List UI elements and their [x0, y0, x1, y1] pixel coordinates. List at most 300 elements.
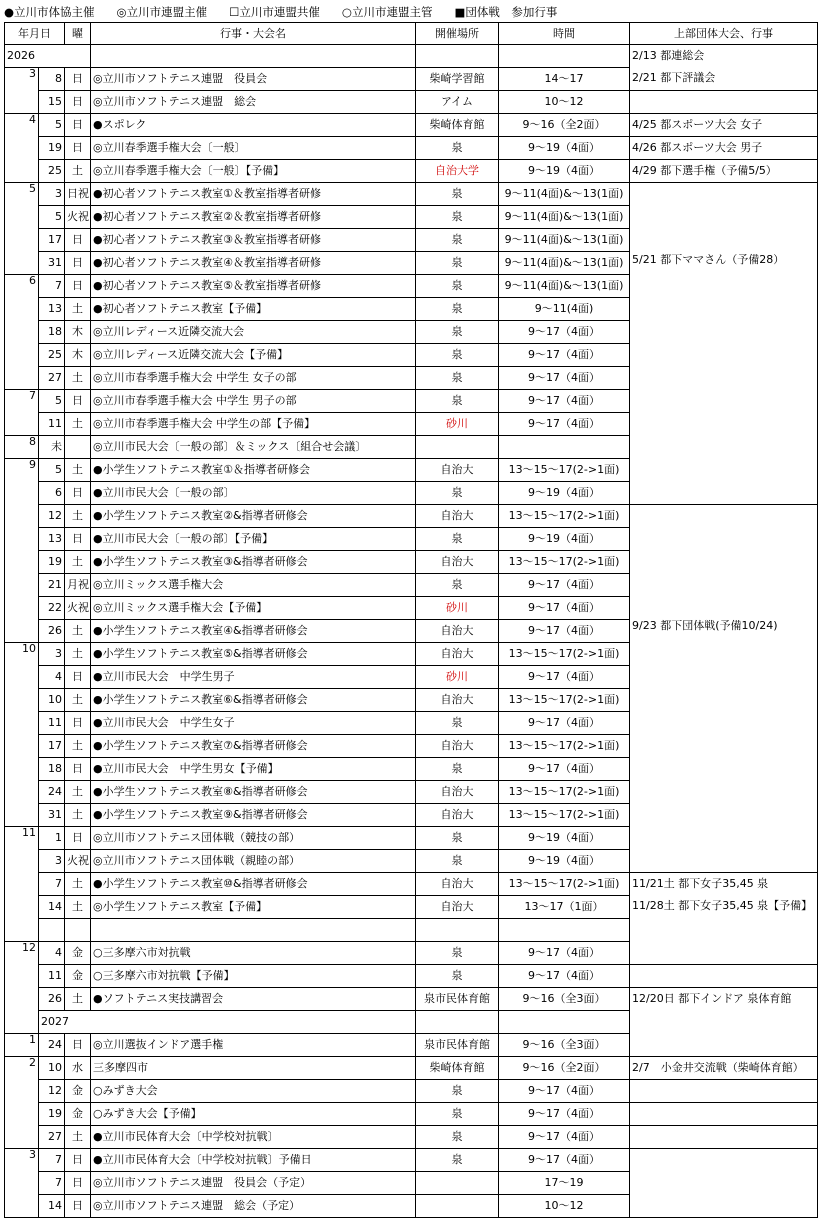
- time-cell: 9～16（全2面）: [499, 1057, 630, 1080]
- venue-cell: 泉: [416, 1080, 499, 1103]
- upper-event-text: [632, 791, 815, 813]
- event-cell: ●小学生ソフトテニス教室②&指導者研修会: [91, 505, 416, 528]
- event-cell: ●立川市民大会〔一般の部〕【予備】: [91, 528, 416, 551]
- time-cell: 13～15～17(2->1面): [499, 551, 630, 574]
- venue-cell: 砂川: [416, 413, 499, 436]
- year-cell: 2026: [5, 45, 91, 68]
- venue-cell: 泉: [416, 827, 499, 850]
- upper-event-text: 12/20日 都下インドア 泉体育館: [632, 992, 792, 1005]
- month-cell: 6: [5, 275, 39, 390]
- day-cell: 19: [39, 1103, 65, 1126]
- event-cell: ◎立川市ソフトテニス連盟 総会: [91, 91, 416, 114]
- event-cell: ◎立川ミックス選手権大会: [91, 574, 416, 597]
- upper-event-text: [632, 917, 815, 939]
- venue-cell: 泉: [416, 390, 499, 413]
- upper-event-cell: [630, 988, 818, 1057]
- upper-event-text: [632, 425, 815, 447]
- dow-cell: 日祝: [65, 183, 91, 206]
- event-cell: ●初心者ソフトテニス教室②＆教室指導者研修: [91, 206, 416, 229]
- event-cell: [91, 919, 416, 942]
- header-dow: 曜: [65, 23, 91, 45]
- upper-event-text: [632, 1193, 815, 1215]
- day-cell: 7: [39, 1172, 65, 1195]
- event-cell: ●小学生ソフトテニス教室⑧&指導者研修会: [91, 781, 416, 804]
- dow-cell: 日: [65, 758, 91, 781]
- day-cell: 21: [39, 574, 65, 597]
- event-cell: ●立川市民大会〔一般の部〕: [91, 482, 416, 505]
- upper-event-text: [632, 381, 815, 403]
- upper-event-text: [632, 183, 815, 205]
- day-cell: 4: [39, 666, 65, 689]
- dow-cell: 土: [65, 298, 91, 321]
- upper-event-cell: 4/29 都下選手権（予備5/5）: [630, 160, 818, 183]
- table-row: [5, 1080, 818, 1103]
- venue-cell: [416, 1195, 499, 1218]
- day-cell: [39, 919, 65, 942]
- day-cell: 10: [39, 689, 65, 712]
- dow-cell: 日: [65, 252, 91, 275]
- venue-cell: 自治大: [416, 459, 499, 482]
- day-cell: 5: [39, 390, 65, 413]
- time-cell: 13～15～17(2->1面): [499, 689, 630, 712]
- upper-event-text: 2/13 都連総会: [632, 49, 705, 62]
- event-cell: ●初心者ソフトテニス教室【予備】: [91, 298, 416, 321]
- event-cell: [91, 45, 416, 68]
- venue-cell: 自治大: [416, 781, 499, 804]
- upper-event-text: [632, 747, 815, 769]
- event-cell: ○三多摩六市対抗戦: [91, 942, 416, 965]
- venue-cell: 柴崎学習館: [416, 68, 499, 91]
- dow-cell: 日: [65, 712, 91, 735]
- venue-cell: 泉: [416, 942, 499, 965]
- dow-cell: 土: [65, 689, 91, 712]
- time-cell: 9～17（4面）: [499, 413, 630, 436]
- table-row: [5, 45, 818, 68]
- table-row: [5, 1103, 818, 1126]
- time-cell: 13～15～17(2->1面): [499, 804, 630, 827]
- upper-event-cell: [630, 183, 818, 505]
- venue-cell: 自治大: [416, 896, 499, 919]
- day-cell: 6: [39, 482, 65, 505]
- header-time: 時間: [499, 23, 630, 45]
- time-cell: 13～15～17(2->1面): [499, 459, 630, 482]
- event-cell: ●スポレク: [91, 114, 416, 137]
- time-cell: 13～15～17(2->1面): [499, 781, 630, 804]
- upper-event-cell: 4/25 都スポーツ大会 女子: [630, 114, 818, 137]
- event-cell: ◎立川レディース近隣交流大会【予備】: [91, 344, 416, 367]
- upper-event-text: [632, 337, 815, 359]
- event-cell: ◎立川市春季選手権大会 中学生 女子の部: [91, 367, 416, 390]
- table-row: [5, 988, 818, 1011]
- venue-cell: 砂川: [416, 597, 499, 620]
- table-row: [5, 1149, 818, 1172]
- event-cell: ○三多摩六市対抗戦【予備】: [91, 965, 416, 988]
- day-cell: 11: [39, 965, 65, 988]
- day-cell: 18: [39, 321, 65, 344]
- dow-cell: 日: [65, 275, 91, 298]
- day-cell: 17: [39, 735, 65, 758]
- upper-event-cell: [630, 1126, 818, 1149]
- day-cell: 11: [39, 712, 65, 735]
- day-cell: 4: [39, 942, 65, 965]
- month-cell: 4: [5, 114, 39, 183]
- venue-cell: 泉: [416, 252, 499, 275]
- venue-cell: [416, 919, 499, 942]
- time-cell: 9～19（4面）: [499, 482, 630, 505]
- header-event: 行事・大会名: [91, 23, 416, 45]
- day-cell: 7: [39, 275, 65, 298]
- upper-event-text: [632, 403, 815, 425]
- time-cell: 9～17（4面）: [499, 965, 630, 988]
- event-cell: ●立川市民大会 中学生男女【予備】: [91, 758, 416, 781]
- day-cell: 11: [39, 413, 65, 436]
- header-date: 年月日: [5, 23, 65, 45]
- event-cell: ◎立川市ソフトテニス連盟 役員会: [91, 68, 416, 91]
- venue-cell: 泉市民体育館: [416, 988, 499, 1011]
- upper-event-cell: [630, 873, 818, 965]
- event-cell: ◎立川春季選手権大会〔一般〕【予備】: [91, 160, 416, 183]
- upper-event-text: [632, 1032, 815, 1054]
- dow-cell: 日: [65, 68, 91, 91]
- time-cell: 9～17（4面）: [499, 942, 630, 965]
- upper-event-text: [632, 205, 815, 227]
- legend-item: ◎立川市連盟主催: [116, 5, 208, 19]
- upper-event-text: [632, 813, 815, 835]
- dow-cell: 土: [65, 873, 91, 896]
- time-cell: 9～17（4面）: [499, 390, 630, 413]
- time-cell: 9～17（4面）: [499, 1126, 630, 1149]
- dow-cell: 土: [65, 1126, 91, 1149]
- legend-item: ■団体戦 参加行事: [454, 5, 558, 19]
- event-cell: ◎立川市ソフトテニス連盟 総会（予定）: [91, 1195, 416, 1218]
- upper-event-text: [632, 527, 815, 549]
- day-cell: 未: [39, 436, 65, 459]
- event-cell: ●初心者ソフトテニス教室③＆教室指導者研修: [91, 229, 416, 252]
- time-cell: 9～11(4面)&～13(1面): [499, 275, 630, 298]
- event-cell: ●立川市民大会 中学生女子: [91, 712, 416, 735]
- time-cell: 9～17（4面）: [499, 574, 630, 597]
- venue-cell: 泉: [416, 758, 499, 781]
- event-cell: ●ソフトテニス実技講習会: [91, 988, 416, 1011]
- dow-cell: 土: [65, 505, 91, 528]
- upper-event-text: [632, 505, 815, 527]
- dow-cell: 土: [65, 781, 91, 804]
- table-row: [5, 183, 818, 206]
- time-cell: [499, 436, 630, 459]
- dow-cell: 土: [65, 620, 91, 643]
- upper-event-text: [632, 1171, 815, 1193]
- upper-event-text: [632, 725, 815, 747]
- dow-cell: 土: [65, 804, 91, 827]
- event-cell: ◎小学生ソフトテニス教室【予備】: [91, 896, 416, 919]
- time-cell: 10～12: [499, 1195, 630, 1218]
- venue-cell: 泉: [416, 321, 499, 344]
- upper-event-text: 2/21 都下評議会: [632, 71, 716, 84]
- day-cell: 25: [39, 160, 65, 183]
- month-cell: 11: [5, 827, 39, 942]
- table-row: [5, 137, 818, 160]
- day-cell: 8: [39, 68, 65, 91]
- day-cell: 5: [39, 114, 65, 137]
- upper-event-text: [632, 315, 815, 337]
- year-cell: 2027: [39, 1011, 416, 1034]
- venue-cell: 自治大: [416, 643, 499, 666]
- venue-cell: 自治大: [416, 873, 499, 896]
- dow-cell: 日: [65, 137, 91, 160]
- upper-event-cell: 2/7 小金井交流戦（柴崎体育館）: [630, 1057, 818, 1080]
- upper-event-text: 9/23 都下団体戦(予備10/24): [632, 619, 778, 632]
- month-cell: 1: [5, 1034, 39, 1057]
- upper-event-cell: [630, 1149, 818, 1218]
- dow-cell: 土: [65, 643, 91, 666]
- venue-cell: 泉: [416, 183, 499, 206]
- upper-event-text: [632, 659, 815, 681]
- day-cell: 5: [39, 206, 65, 229]
- time-cell: 9～11(4面)&～13(1面): [499, 229, 630, 252]
- time-cell: 9～16（全2面）: [499, 114, 630, 137]
- event-cell: ◎立川ミックス選手権大会【予備】: [91, 597, 416, 620]
- upper-event-text: 11/21土 都下女子35,45 泉: [632, 877, 769, 890]
- time-cell: 9～17（4面）: [499, 620, 630, 643]
- upper-event-text: [632, 359, 815, 381]
- upper-event-cell: [630, 45, 818, 91]
- time-cell: 9～19（4面）: [499, 528, 630, 551]
- time-cell: 9～16（全3面）: [499, 988, 630, 1011]
- dow-cell: 土: [65, 459, 91, 482]
- day-cell: 1: [39, 827, 65, 850]
- day-cell: 22: [39, 597, 65, 620]
- event-cell: 三多摩四市: [91, 1057, 416, 1080]
- venue-cell: 泉: [416, 137, 499, 160]
- event-cell: ●小学生ソフトテニス教室③&指導者研修会: [91, 551, 416, 574]
- time-cell: 9～17（4面）: [499, 321, 630, 344]
- upper-event-text: [632, 593, 815, 615]
- venue-cell: [499, 1011, 630, 1034]
- event-cell: ●立川市民体育大会〔中学校対抗戦〕予備日: [91, 1149, 416, 1172]
- upper-event-cell: [630, 1103, 818, 1126]
- dow-cell: 水: [65, 1057, 91, 1080]
- time-cell: 9～17（4面）: [499, 367, 630, 390]
- venue-cell: 泉: [416, 229, 499, 252]
- dow-cell: 金: [65, 965, 91, 988]
- venue-cell: 泉: [416, 206, 499, 229]
- month-cell: 10: [5, 643, 39, 827]
- upper-event-text: [632, 1010, 815, 1032]
- upper-event-text: [632, 637, 815, 659]
- dow-cell: 金: [65, 1103, 91, 1126]
- month-cell: 8: [5, 436, 39, 459]
- venue-cell: 泉: [416, 850, 499, 873]
- time-cell: 9～17（4面）: [499, 666, 630, 689]
- month-cell: 2: [5, 1057, 39, 1149]
- day-cell: 12: [39, 505, 65, 528]
- time-cell: 9～11(4面)&～13(1面): [499, 252, 630, 275]
- dow-cell: 土: [65, 735, 91, 758]
- dow-cell: 木: [65, 344, 91, 367]
- upper-event-text: [632, 571, 815, 593]
- upper-event-text: [632, 271, 815, 293]
- day-cell: 31: [39, 252, 65, 275]
- table-row: [5, 114, 818, 137]
- upper-event-text: [632, 469, 815, 491]
- event-cell: ◎立川春季選手権大会〔一般〕: [91, 137, 416, 160]
- day-cell: 7: [39, 1149, 65, 1172]
- event-cell: ●初心者ソフトテニス教室①＆教室指導者研修: [91, 183, 416, 206]
- dow-cell: 木: [65, 321, 91, 344]
- upper-event-text: [632, 549, 815, 571]
- venue-cell: 自治大: [416, 735, 499, 758]
- time-cell: 9～17（4面）: [499, 712, 630, 735]
- day-cell: 12: [39, 1080, 65, 1103]
- month-cell: 12: [5, 942, 39, 1034]
- dow-cell: 日: [65, 528, 91, 551]
- event-cell: ○みずき大会: [91, 1080, 416, 1103]
- dow-cell: 日: [65, 666, 91, 689]
- venue-cell: 自治大: [416, 551, 499, 574]
- event-cell: ◎立川市春季選手権大会 中学生の部【予備】: [91, 413, 416, 436]
- time-cell: 10～12: [499, 91, 630, 114]
- time-cell: 9～17（4面）: [499, 1103, 630, 1126]
- time-cell: 9～11(4面)&～13(1面): [499, 206, 630, 229]
- dow-cell: [65, 436, 91, 459]
- day-cell: 15: [39, 91, 65, 114]
- table-row: [5, 965, 818, 988]
- venue-cell: 泉: [416, 344, 499, 367]
- dow-cell: 火祝: [65, 206, 91, 229]
- dow-cell: 金: [65, 1080, 91, 1103]
- dow-cell: 土: [65, 367, 91, 390]
- upper-event-text: [632, 939, 815, 961]
- venue-cell: [416, 436, 499, 459]
- day-cell: 19: [39, 551, 65, 574]
- dow-cell: 日: [65, 827, 91, 850]
- time-cell: 13～15～17(2->1面): [499, 505, 630, 528]
- venue-cell: 泉: [416, 482, 499, 505]
- dow-cell: [65, 919, 91, 942]
- table-row: [5, 505, 818, 528]
- table-row: [5, 1126, 818, 1149]
- venue-cell: 泉: [416, 1149, 499, 1172]
- event-cell: ◎立川市ソフトテニス団体戦（親睦の部）: [91, 850, 416, 873]
- venue-cell: 柴崎体育館: [416, 114, 499, 137]
- time-cell: 9～17（4面）: [499, 1149, 630, 1172]
- time-cell: 9～17（4面）: [499, 758, 630, 781]
- event-cell: ◎立川市春季選手権大会 中学生 男子の部: [91, 390, 416, 413]
- dow-cell: 日: [65, 1149, 91, 1172]
- venue-cell: 自治大学: [416, 160, 499, 183]
- time-cell: 9～19（4面）: [499, 827, 630, 850]
- upper-event-text: [632, 1149, 815, 1171]
- event-cell: ●初心者ソフトテニス教室④＆教室指導者研修: [91, 252, 416, 275]
- event-cell: ●小学生ソフトテニス教室④&指導者研修会: [91, 620, 416, 643]
- time-cell: 13～15～17(2->1面): [499, 643, 630, 666]
- time-cell: 9～17（4面）: [499, 1080, 630, 1103]
- upper-event-text: [632, 681, 815, 703]
- time-cell: 9～11(4面): [499, 298, 630, 321]
- event-cell: ●立川市民大会 中学生男子: [91, 666, 416, 689]
- venue-cell: 泉: [416, 367, 499, 390]
- dow-cell: 土: [65, 413, 91, 436]
- dow-cell: 日: [65, 1172, 91, 1195]
- dow-cell: 火祝: [65, 597, 91, 620]
- time-cell: [499, 45, 630, 68]
- venue-cell: [416, 45, 499, 68]
- day-cell: 26: [39, 988, 65, 1011]
- legend-item: ●立川市体協主催: [4, 5, 95, 19]
- venue-cell: 泉: [416, 528, 499, 551]
- day-cell: 19: [39, 137, 65, 160]
- event-cell: ●小学生ソフトテニス教室⑨&指導者研修会: [91, 804, 416, 827]
- event-cell: ◎立川レディース近隣交流大会: [91, 321, 416, 344]
- day-cell: 24: [39, 781, 65, 804]
- time-cell: 9～19（4面）: [499, 850, 630, 873]
- legend-item: ☐立川市連盟共催: [229, 5, 320, 19]
- schedule-table: [4, 22, 818, 1218]
- dow-cell: 月祝: [65, 574, 91, 597]
- dow-cell: 日: [65, 229, 91, 252]
- header-upper: 上部団体大会、行事: [630, 23, 818, 45]
- upper-event-cell: 4/26 都スポーツ大会 男子: [630, 137, 818, 160]
- table-row: [5, 160, 818, 183]
- day-cell: 14: [39, 1195, 65, 1218]
- day-cell: 3: [39, 183, 65, 206]
- venue-cell: 泉市民体育館: [416, 1034, 499, 1057]
- upper-event-text: [632, 769, 815, 791]
- dow-cell: 火祝: [65, 850, 91, 873]
- dow-cell: 金: [65, 942, 91, 965]
- event-cell: ◎立川市民大会〔一般の部〕＆ミックス〔組合せ会議〕: [91, 436, 416, 459]
- month-cell: 3: [5, 68, 39, 114]
- venue-cell: 泉: [416, 574, 499, 597]
- table-row: [5, 91, 818, 114]
- day-cell: 3: [39, 643, 65, 666]
- time-cell: 9～19（4面）: [499, 160, 630, 183]
- table-row: [5, 873, 818, 896]
- day-cell: 13: [39, 298, 65, 321]
- upper-event-text: [632, 703, 815, 725]
- time-cell: [499, 919, 630, 942]
- event-cell: ●初心者ソフトテニス教室⑤＆教室指導者研修: [91, 275, 416, 298]
- event-cell: ●小学生ソフトテニス教室⑤&指導者研修会: [91, 643, 416, 666]
- dow-cell: 日: [65, 1034, 91, 1057]
- table-row: [5, 1057, 818, 1080]
- event-cell: ●小学生ソフトテニス教室⑥&指導者研修会: [91, 689, 416, 712]
- legend: [4, 2, 816, 22]
- day-cell: 24: [39, 1034, 65, 1057]
- upper-event-cell: [630, 965, 818, 988]
- day-cell: 14: [39, 896, 65, 919]
- upper-event-cell: [630, 1080, 818, 1103]
- time-cell: 13～17（1面）: [499, 896, 630, 919]
- time-cell: 9～17（4面）: [499, 344, 630, 367]
- venue-cell: 自治大: [416, 804, 499, 827]
- month-cell: 9: [5, 459, 39, 643]
- venue-cell: 泉: [416, 712, 499, 735]
- dow-cell: 日: [65, 390, 91, 413]
- day-cell: 26: [39, 620, 65, 643]
- dow-cell: 日: [65, 482, 91, 505]
- event-cell: ●小学生ソフトテニス教室⑩&指導者研修会: [91, 873, 416, 896]
- dow-cell: 日: [65, 91, 91, 114]
- time-cell: 17～19: [499, 1172, 630, 1195]
- dow-cell: 土: [65, 551, 91, 574]
- venue-cell: 泉: [416, 1126, 499, 1149]
- day-cell: 10: [39, 1057, 65, 1080]
- event-cell: [416, 1011, 499, 1034]
- time-cell: 13～15～17(2->1面): [499, 873, 630, 896]
- event-cell: ◎立川市ソフトテニス連盟 役員会（予定）: [91, 1172, 416, 1195]
- month-cell: 3: [5, 1149, 39, 1218]
